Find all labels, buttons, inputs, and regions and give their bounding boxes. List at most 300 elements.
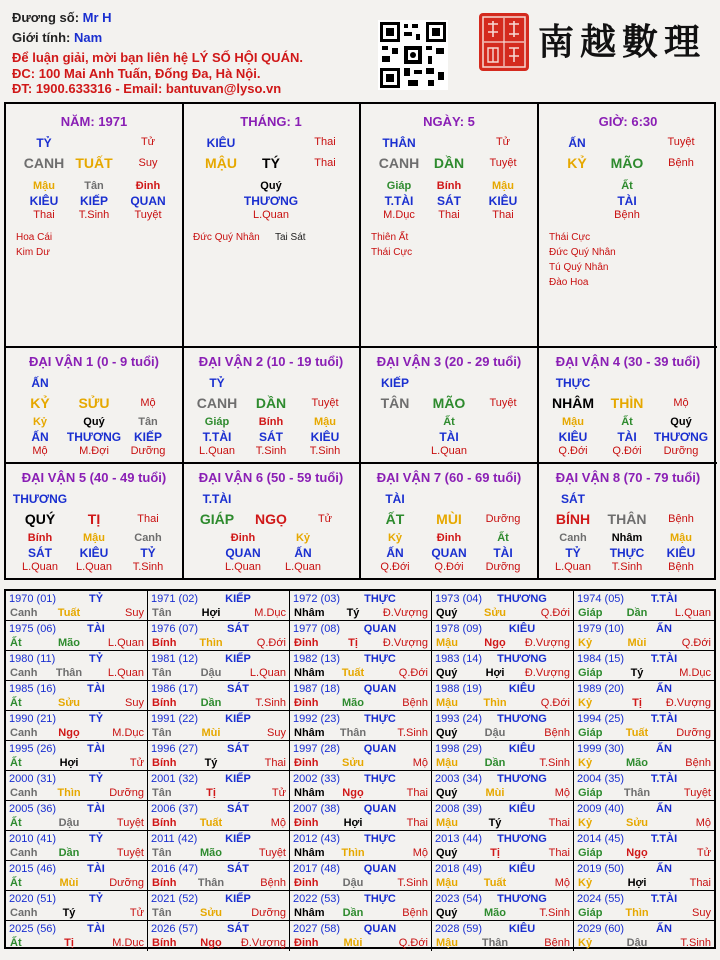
- dai-van-god: KIẾP: [380, 376, 409, 390]
- hidden-stem: Quý: [260, 180, 282, 192]
- year-god: THỰC: [364, 653, 396, 665]
- year-label: 2027 (58): [293, 923, 341, 935]
- hidden-god: TỶ: [140, 546, 156, 560]
- hidden-phase: Bệnh: [614, 209, 640, 221]
- hidden-phase: Q.Đới: [434, 561, 464, 573]
- year-phase: M.Dục: [254, 607, 286, 619]
- year-cell[interactable]: [290, 741, 432, 771]
- year-branch: Mùi: [485, 787, 505, 799]
- year-cell[interactable]: [6, 771, 148, 801]
- year-god: TỶ: [88, 773, 104, 785]
- year-god: KIÊU: [508, 803, 536, 815]
- year-cell[interactable]: [148, 771, 290, 801]
- dai-van-branch: THÌN: [610, 395, 644, 411]
- hidden-stem: Mậu: [314, 416, 336, 428]
- dai-van-stem: BÍNH: [555, 511, 591, 527]
- dai-van-branch: DẦN: [255, 395, 287, 411]
- pillar-title: NĂM: 1971: [60, 114, 128, 129]
- year-cell[interactable]: [148, 651, 290, 681]
- year-god: T.TÀI: [650, 593, 678, 605]
- year-branch: Ngọ: [484, 637, 506, 649]
- dai-van-cell[interactable]: [183, 464, 361, 580]
- year-god: KIẾP: [225, 593, 251, 605]
- year-stem: Bính: [152, 757, 177, 769]
- year-stem: Giáp: [578, 787, 603, 799]
- dai-van-branch: THÂN: [607, 511, 647, 527]
- year-label: 1991 (22): [151, 713, 199, 725]
- year-stem: Giáp: [578, 847, 603, 859]
- year-god: SÁT: [227, 923, 249, 935]
- year-cell[interactable]: [6, 621, 148, 651]
- year-stem: Quý: [436, 727, 458, 739]
- year-phase: T.Sinh: [255, 697, 286, 709]
- year-branch: Thân: [623, 787, 651, 799]
- logo-text: 南越數理: [538, 21, 707, 63]
- header: [0, 0, 720, 100]
- year-cell[interactable]: [290, 711, 432, 741]
- year-stem: Canh: [10, 607, 38, 619]
- year-god: T.TÀI: [650, 893, 678, 905]
- year-label: 2024 (55): [577, 893, 625, 905]
- year-phase: Mộ: [412, 757, 428, 769]
- year-phase: Tử: [129, 907, 144, 919]
- dai-van-cell[interactable]: [361, 348, 539, 464]
- dai-van-god: THỰC: [555, 376, 591, 390]
- year-god: ẤN: [656, 743, 672, 755]
- year-god: TÀI: [87, 803, 105, 815]
- year-phase: Tuyệt: [258, 847, 286, 859]
- year-phase: Bệnh: [685, 757, 711, 769]
- dai-van-phase: Mộ: [673, 397, 689, 409]
- year-stem: Đinh: [294, 697, 319, 709]
- year-cell[interactable]: [148, 831, 290, 861]
- pillar-note: Thái Cực: [549, 232, 591, 243]
- year-phase: Tử: [696, 847, 711, 859]
- year-cell[interactable]: [432, 771, 574, 801]
- year-branch: Dần: [626, 607, 648, 619]
- year-god: QUAN: [363, 923, 397, 935]
- year-god: T.TÀI: [650, 653, 678, 665]
- year-label: 1971 (02): [151, 593, 199, 605]
- year-cell[interactable]: [574, 861, 714, 891]
- year-cell[interactable]: [148, 681, 290, 711]
- year-stem: Tân: [152, 907, 172, 919]
- pillar-note: Đức Quý Nhân: [193, 232, 260, 243]
- year-branch: Sửu: [57, 697, 81, 709]
- year-label: 2011 (42): [151, 833, 198, 845]
- year-label: 2012 (43): [293, 833, 341, 845]
- year-god: THƯƠNG: [497, 773, 547, 785]
- dai-van-stem: NHÂM: [552, 395, 594, 411]
- year-cell[interactable]: [290, 771, 432, 801]
- hidden-phase: L.Quan: [430, 445, 468, 457]
- year-branch: Thìn: [625, 907, 649, 919]
- pillar-cell: [361, 104, 539, 348]
- year-branch: Mão: [484, 907, 506, 919]
- year-cell[interactable]: [432, 801, 574, 831]
- hidden-stem: Mậu: [670, 532, 692, 544]
- year-cell[interactable]: [6, 831, 148, 861]
- year-phase: L.Quan: [249, 667, 286, 679]
- year-god: ẤN: [656, 683, 672, 695]
- year-branch: Mùi: [343, 937, 363, 949]
- year-label: 1997 (28): [293, 743, 341, 755]
- year-stem: Giáp: [578, 607, 603, 619]
- year-phase: Thai: [548, 847, 570, 859]
- year-phase: Mộ: [554, 877, 570, 889]
- year-god: TỶ: [88, 713, 104, 725]
- year-cell[interactable]: [290, 621, 432, 651]
- year-god: ẤN: [656, 623, 672, 635]
- year-cell[interactable]: [148, 711, 290, 741]
- year-cell[interactable]: [148, 861, 290, 891]
- hidden-god: TÀI: [617, 194, 637, 208]
- year-cell[interactable]: [148, 801, 290, 831]
- hidden-stem: Đinh: [436, 532, 462, 544]
- year-branch: Ngọ: [626, 847, 648, 859]
- year-cell[interactable]: [6, 711, 148, 741]
- dai-van-phase: Tử: [317, 513, 333, 525]
- year-phase: Q.Đới: [256, 637, 286, 649]
- year-branch: Tị: [348, 637, 358, 649]
- year-label: 2015 (46): [9, 863, 57, 875]
- year-cell[interactable]: [574, 831, 714, 861]
- year-stem: Ất: [10, 697, 22, 709]
- dai-van-title: ĐẠI VẬN 1 (0 - 9 tuổi): [28, 354, 159, 369]
- dai-van-phase: Tuyệt: [489, 397, 517, 409]
- year-branch: Dậu: [626, 937, 648, 949]
- year-stem: Đinh: [294, 757, 319, 769]
- year-cell[interactable]: [148, 921, 290, 951]
- dai-van-phase: Thai: [137, 513, 159, 525]
- year-stem: Đinh: [294, 877, 319, 889]
- year-cell[interactable]: [432, 831, 574, 861]
- year-cell[interactable]: [6, 861, 148, 891]
- year-cell[interactable]: [6, 801, 148, 831]
- dai-van-god: T.TÀI: [202, 492, 232, 506]
- year-god: KIÊU: [508, 923, 536, 935]
- hidden-stem: Giáp: [204, 416, 230, 428]
- year-cell[interactable]: [290, 921, 432, 951]
- year-god: THỰC: [364, 593, 396, 605]
- year-branch: Hợi: [485, 667, 505, 679]
- hidden-stem: Quý: [670, 416, 692, 428]
- year-god: TÀI: [87, 923, 105, 935]
- hidden-stem: Bính: [27, 532, 53, 544]
- year-cell[interactable]: [574, 591, 714, 621]
- year-phase: Q.Đới: [540, 607, 570, 619]
- year-cell[interactable]: [574, 621, 714, 651]
- year-cell[interactable]: [574, 711, 714, 741]
- pillar-branch-phase: Thai: [314, 157, 336, 169]
- year-branch: Tị: [490, 847, 500, 859]
- year-cell[interactable]: [574, 741, 714, 771]
- hidden-god: TÀI: [439, 430, 459, 444]
- year-label: 2026 (57): [151, 923, 199, 935]
- year-branch: Tị: [64, 937, 74, 949]
- year-branch: Sửu: [483, 607, 507, 619]
- year-god: QUAN: [363, 623, 397, 635]
- hidden-god: KIÊU: [558, 430, 588, 444]
- pillar-note: Thái Cực: [371, 247, 413, 258]
- year-stem: Mậu: [436, 637, 458, 649]
- year-god: THƯƠNG: [497, 833, 547, 845]
- year-phase: Suy: [125, 607, 144, 619]
- year-label: 1989 (20): [577, 683, 625, 695]
- hidden-stem: Giáp: [386, 180, 412, 192]
- year-god: SÁT: [227, 623, 249, 635]
- dai-van-title: ĐẠI VẬN 5 (40 - 49 tuổi): [21, 470, 167, 485]
- annual-luck-table: [4, 589, 716, 949]
- year-label: 1992 (23): [293, 713, 341, 725]
- year-cell[interactable]: [6, 891, 148, 921]
- year-cell[interactable]: [148, 891, 290, 921]
- year-cell[interactable]: [574, 921, 714, 951]
- year-phase: M.Dục: [679, 667, 711, 679]
- year-phase: T.Sinh: [397, 877, 428, 889]
- dai-van-cell[interactable]: [361, 464, 539, 580]
- year-stem: Nhâm: [294, 667, 325, 679]
- year-cell[interactable]: [574, 801, 714, 831]
- year-phase: Dưỡng: [251, 907, 286, 919]
- year-phase: Đ.Vượng: [382, 607, 428, 619]
- year-cell[interactable]: [148, 741, 290, 771]
- year-phase: Tuyệt: [683, 787, 711, 799]
- hidden-god: THƯƠNG: [243, 194, 299, 208]
- hidden-stem: Canh: [134, 532, 162, 544]
- year-branch: Mùi: [201, 727, 221, 739]
- year-branch: Ngọ: [58, 727, 80, 739]
- year-stem: Mậu: [436, 757, 458, 769]
- year-phase: Q.Đới: [398, 937, 428, 949]
- year-god: TỶ: [88, 833, 104, 845]
- year-stem: Tân: [152, 847, 172, 859]
- year-cell[interactable]: [6, 921, 148, 951]
- hidden-phase: T.Sinh: [309, 445, 341, 457]
- pillar-god-stem: THÂN: [382, 136, 416, 150]
- year-phase: T.Sinh: [539, 757, 570, 769]
- year-god: T.TÀI: [650, 833, 678, 845]
- year-branch: Tý: [630, 667, 644, 679]
- year-stem: Tân: [152, 607, 172, 619]
- year-phase: Tử: [129, 757, 144, 769]
- hidden-god: TÀI: [493, 546, 513, 560]
- year-stem: Kỷ: [578, 877, 593, 889]
- year-phase: Bệnh: [544, 727, 570, 739]
- hidden-stem: Ất: [621, 180, 633, 192]
- year-cell[interactable]: [148, 591, 290, 621]
- pillar-god-stem: TỶ: [36, 136, 52, 150]
- year-branch: Thìn: [341, 847, 365, 859]
- year-cell[interactable]: [432, 651, 574, 681]
- year-branch: Dần: [200, 697, 222, 709]
- year-branch: Thìn: [57, 787, 81, 799]
- year-god: KIÊU: [508, 623, 536, 635]
- dai-van-god: ẤN: [31, 376, 49, 390]
- year-branch: Mão: [342, 697, 364, 709]
- hidden-stem: Ất: [621, 416, 633, 428]
- dai-van-cell[interactable]: [183, 348, 361, 464]
- year-stem: Canh: [10, 847, 38, 859]
- year-stem: Kỷ: [578, 937, 593, 949]
- year-branch: Mão: [58, 637, 80, 649]
- year-label: 2008 (39): [435, 803, 483, 815]
- dai-van-cell[interactable]: [6, 464, 184, 580]
- year-cell[interactable]: [6, 741, 148, 771]
- year-phase: L.Quan: [674, 607, 711, 619]
- year-god: TỶ: [88, 893, 104, 905]
- year-cell[interactable]: [432, 921, 574, 951]
- dai-van-branch: MÃO: [432, 395, 466, 411]
- dai-van-stem: QUÝ: [24, 511, 56, 527]
- year-god: TÀI: [87, 863, 105, 875]
- year-cell[interactable]: [290, 891, 432, 921]
- hidden-phase: T.Sinh: [255, 445, 287, 457]
- year-label: 2025 (56): [9, 923, 57, 935]
- year-cell[interactable]: [290, 831, 432, 861]
- year-god: ẤN: [656, 923, 672, 935]
- dai-van-stem: KỶ: [30, 395, 50, 411]
- year-cell[interactable]: [290, 591, 432, 621]
- year-branch: Dậu: [58, 817, 80, 829]
- year-label: 2004 (35): [577, 773, 625, 785]
- hidden-stem: Kỷ: [32, 416, 48, 428]
- hidden-phase: Mộ: [32, 445, 48, 457]
- year-god: THƯƠNG: [497, 593, 547, 605]
- year-cell[interactable]: [290, 681, 432, 711]
- year-cell[interactable]: [574, 681, 714, 711]
- year-cell[interactable]: [574, 651, 714, 681]
- qr-code-icon[interactable]: [378, 20, 448, 90]
- year-branch: Sửu: [199, 907, 223, 919]
- year-branch: Thân: [339, 727, 367, 739]
- year-branch: Tuất: [483, 877, 507, 889]
- year-cell[interactable]: [574, 891, 714, 921]
- year-label: 2018 (49): [435, 863, 483, 875]
- year-stem: Mậu: [436, 817, 458, 829]
- year-cell[interactable]: [290, 861, 432, 891]
- year-label: 1996 (27): [151, 743, 199, 755]
- pillar-god-stem: KIÊU: [206, 136, 236, 150]
- hidden-god: QUAN: [225, 546, 261, 560]
- year-label: 2016 (47): [151, 863, 199, 875]
- year-branch: Dậu: [484, 727, 506, 739]
- hidden-god: TÀI: [617, 430, 637, 444]
- hidden-phase: Tuyệt: [134, 209, 162, 221]
- year-cell[interactable]: [6, 681, 148, 711]
- year-branch: Thân: [197, 877, 225, 889]
- year-branch: Hợi: [627, 877, 647, 889]
- hidden-phase: T.Sinh: [78, 209, 110, 221]
- year-stem: Nhâm: [294, 847, 325, 859]
- year-phase: Đ.Vượng: [665, 697, 711, 709]
- hidden-god: THƯƠNG: [66, 430, 122, 444]
- year-branch: Dần: [342, 907, 364, 919]
- year-cell[interactable]: [432, 711, 574, 741]
- year-cell[interactable]: [574, 771, 714, 801]
- dai-van-stem: ẤT: [385, 511, 405, 527]
- year-cell[interactable]: [290, 651, 432, 681]
- year-label: 2019 (50): [577, 863, 625, 875]
- dai-van-cell[interactable]: [6, 348, 184, 464]
- dai-van-god: THƯƠNG: [12, 492, 68, 506]
- year-cell[interactable]: [432, 621, 574, 651]
- year-stem: Nhâm: [294, 727, 325, 739]
- pillar-phase-stem: Tử: [140, 136, 156, 148]
- year-god: T.TÀI: [650, 713, 678, 725]
- year-phase: Bệnh: [402, 907, 428, 919]
- year-cell[interactable]: [290, 801, 432, 831]
- pillar-note: Đào Hoa: [549, 277, 589, 288]
- year-branch: Hợi: [59, 757, 79, 769]
- year-cell[interactable]: [6, 591, 148, 621]
- pillar-cell: [539, 104, 717, 348]
- year-label: 1974 (05): [577, 593, 625, 605]
- year-branch: Sửu: [625, 817, 649, 829]
- year-label: 1982 (13): [293, 653, 341, 665]
- year-branch: Ngọ: [200, 937, 222, 949]
- year-label: 2002 (33): [293, 773, 341, 785]
- year-cell[interactable]: [432, 741, 574, 771]
- hidden-god: THỰC: [609, 546, 645, 560]
- dai-van-cell[interactable]: [539, 348, 717, 464]
- year-phase: Thai: [264, 757, 286, 769]
- year-stem: Quý: [436, 907, 458, 919]
- year-god: THỰC: [364, 833, 396, 845]
- year-stem: Kỷ: [578, 757, 593, 769]
- year-label: 2001 (32): [151, 773, 199, 785]
- year-cell[interactable]: [432, 681, 574, 711]
- hidden-stem: Kỷ: [387, 532, 403, 544]
- year-branch: Thìn: [199, 637, 223, 649]
- dai-van-title: ĐẠI VẬN 8 (70 - 79 tuổi): [555, 470, 701, 485]
- year-cell[interactable]: [6, 651, 148, 681]
- dai-van-branch: NGỌ: [255, 511, 287, 527]
- year-god: SÁT: [227, 743, 249, 755]
- year-cell[interactable]: [432, 861, 574, 891]
- hidden-phase: L.Quan: [224, 561, 262, 573]
- year-cell[interactable]: [148, 621, 290, 651]
- owner-name-label: Đương số:: [12, 10, 80, 25]
- pillar-stem: MẬU: [205, 155, 237, 171]
- year-stem: Mậu: [436, 877, 458, 889]
- year-phase: Tuyệt: [116, 847, 144, 859]
- year-branch: Tị: [632, 697, 642, 709]
- dai-van-cell[interactable]: [539, 464, 717, 580]
- year-god: TỶ: [88, 593, 104, 605]
- year-phase: M.Dục: [112, 727, 144, 739]
- pillar-branch: TÝ: [262, 155, 280, 171]
- pillar-stem: CANH: [23, 155, 65, 171]
- year-phase: Bệnh: [544, 937, 570, 949]
- year-branch: Tuất: [57, 607, 81, 619]
- year-cell[interactable]: [432, 591, 574, 621]
- pillar-stem: CANH: [378, 155, 420, 171]
- seal-stamp-icon: [478, 12, 530, 72]
- year-label: 2005 (36): [9, 803, 57, 815]
- hidden-stem: Mậu: [33, 180, 55, 192]
- year-phase: Dưỡng: [109, 787, 144, 799]
- dai-van-god: SÁT: [561, 492, 585, 506]
- pillar-god-stem: ẤN: [568, 136, 586, 150]
- year-label: 2021 (52): [151, 893, 199, 905]
- year-cell[interactable]: [432, 891, 574, 921]
- year-phase: L.Quan: [107, 637, 144, 649]
- hidden-god: T.TÀI: [384, 194, 414, 208]
- dai-van-stem: TÂN: [380, 395, 410, 411]
- hidden-god: KIÊU: [79, 546, 109, 560]
- year-phase: Suy: [692, 907, 711, 919]
